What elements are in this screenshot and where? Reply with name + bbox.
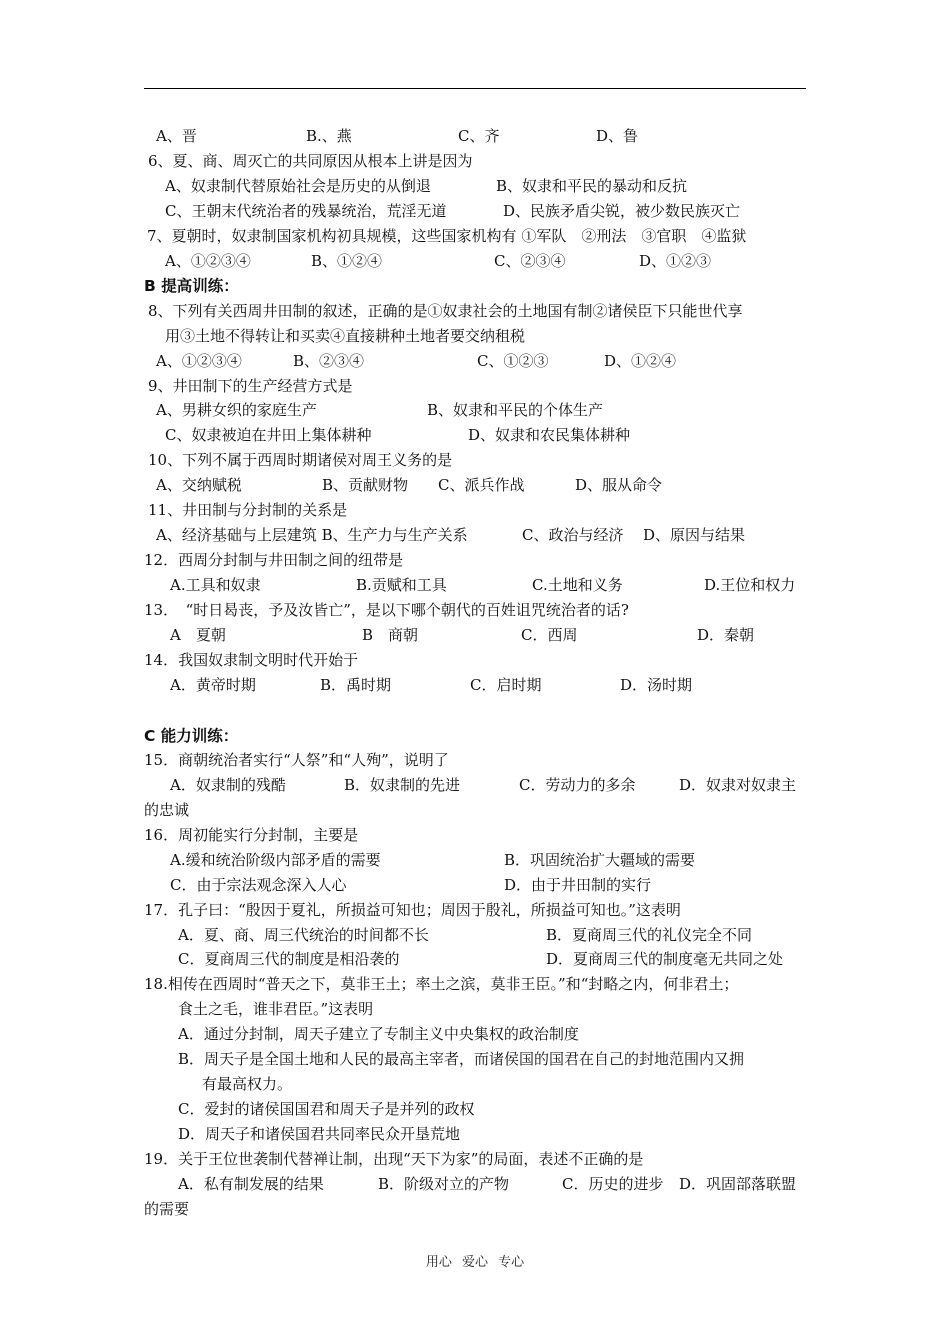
answer-option: A 夏朝 <box>170 626 226 644</box>
answer-option: C．启时期 <box>470 676 542 694</box>
answer-option: D．夏商周三代的制度毫无共同之处 <box>546 950 784 968</box>
answer-option: C．夏商周三代的制度是相沿袭的 <box>178 950 400 968</box>
answer-option: A．夏、商、周三代统治的时间都不长 <box>178 926 429 944</box>
answer-option: C、奴隶被迫在井田上集体耕种 <box>165 426 372 444</box>
answer-option: A、①②③④ <box>156 352 242 370</box>
text-line: 12．西周分封制与井田制之间的纽带是 <box>144 551 404 569</box>
answer-option: B.、燕 <box>306 127 352 145</box>
answer-option: C、派兵作战 <box>438 476 525 494</box>
answer-option: A.缓和统治阶级内部矛盾的需要 <box>170 851 381 869</box>
text-line: B．周天子是全国土地和人民的最高主宰者，而诸侯国的国君在自己的封地范围内又拥 <box>178 1050 745 1068</box>
answer-option: A、经济基础与上层建筑 B、生产力与生产关系 <box>156 526 468 544</box>
text-line: 19．关于王位世袭制代替禅让制，出现“天下为家”的局面，表述不正确的是 <box>144 1150 644 1168</box>
answer-option: D、①②④ <box>604 352 677 370</box>
answer-option: C、①②③ <box>477 352 549 370</box>
text-line: 食土之毛，谁非君臣。”这表明 <box>178 1000 374 1018</box>
text-line: 的需要 <box>144 1200 190 1218</box>
answer-option: D、服从命令 <box>575 476 663 494</box>
answer-option: C.土地和义务 <box>532 576 623 594</box>
text-line: 13． “时日曷丧，予及汝皆亡”，是以下哪个朝代的百姓诅咒统治者的话? <box>144 601 629 619</box>
answer-option: A．奴隶制的残酷 <box>170 776 286 794</box>
answer-option: D．由于井田制的实行 <box>504 876 652 894</box>
text-line: 16．周初能实行分封制，主要是 <box>144 826 359 844</box>
answer-option: C、王朝末代统治者的残暴统治，荒淫无道 <box>165 202 447 220</box>
answer-option: A、①②③④ <box>165 252 251 270</box>
answer-option: B．夏商周三代的礼仪完全不同 <box>546 926 753 944</box>
answer-option: C、②③④ <box>494 252 566 270</box>
text-line: C．爱封的诸侯国国君和周天子是并列的政权 <box>178 1100 475 1118</box>
answer-option: A、奴隶制代替原始社会是历史的从倒退 <box>165 177 431 195</box>
text-line: A．通过分封制，周天子建立了专制主义中央集权的政治制度 <box>178 1025 579 1043</box>
answer-option: B．巩固统治扩大疆域的需要 <box>504 851 696 869</box>
section-heading: C 能力训练： <box>144 727 239 745</box>
text-line: 有最高权力。 <box>202 1075 293 1093</box>
answer-option: D．巩固部落联盟 <box>679 1175 797 1193</box>
answer-option: B．禹时期 <box>320 676 392 694</box>
answer-option: A、交纳赋税 <box>156 476 242 494</box>
answer-option: A、晋 <box>156 127 197 145</box>
text-line: 9、井田制下的生产经营方式是 <box>148 377 353 395</box>
answer-option: B．阶级对立的产物 <box>378 1175 510 1193</box>
answer-option: D．汤时期 <box>620 676 693 694</box>
answer-option: B．奴隶制的先进 <box>344 776 461 794</box>
text-line: 的忠诚 <box>144 801 190 819</box>
answer-option: C、齐 <box>458 127 500 145</box>
text-line: 8、下列有关西周井田制的叙述，正确的是①奴隶社会的土地国有制②诸侯臣下只能世代享 <box>148 302 743 320</box>
answer-option: D．秦朝 <box>697 626 755 644</box>
answer-option: B.贡赋和工具 <box>356 576 447 594</box>
answer-option: B 商朝 <box>362 626 419 644</box>
answer-option: B、②③④ <box>293 352 365 370</box>
answer-option: C．西周 <box>521 626 578 644</box>
text-line: 7、夏朝时，奴隶制国家机构初具规模，这些国家机构有 ①军队 ②刑法 ③官职 ④监狱 <box>147 227 747 245</box>
text-line: 14．我国奴隶制文明时代开始于 <box>144 651 359 669</box>
text-line: 11、井田制与分封制的关系是 <box>148 501 348 519</box>
text-line: 用③土地不得转让和买卖④直接耕种土地者要交纳租税 <box>165 327 526 345</box>
text-line: D．周天子和诸侯国君共同率民众开垦荒地 <box>178 1125 461 1143</box>
answer-option: D、民族矛盾尖锐，被少数民族灭亡 <box>503 202 741 220</box>
answer-option: B、①②④ <box>311 252 383 270</box>
answer-option: D．奴隶对奴隶主 <box>679 776 797 794</box>
answer-option: C．历史的进步 <box>562 1175 664 1193</box>
answer-option: A.工具和奴隶 <box>170 576 261 594</box>
section-heading: B 提高训练： <box>144 277 239 295</box>
answer-option: D、奴隶和农民集体耕种 <box>468 426 631 444</box>
answer-option: D.王位和权力 <box>704 576 796 594</box>
answer-option: B、贡献财物 <box>322 476 409 494</box>
text-line: 15．商朝统治者实行“人祭”和“人殉”，说明了 <box>144 751 449 769</box>
text-line: 10、下列不属于西周时期诸侯对周王义务的是 <box>148 451 453 469</box>
header-rule <box>144 88 806 89</box>
answer-option: A．私有制发展的结果 <box>178 1175 324 1193</box>
answer-option: D、鲁 <box>596 127 639 145</box>
answer-option: A．黄帝时期 <box>170 676 256 694</box>
page-footer: 用心 爱心 专心 <box>425 1255 525 1270</box>
answer-option: C．由于宗法观念深入人心 <box>170 876 347 894</box>
text-line: 6、夏、商、周灭亡的共同原因从根本上讲是因为 <box>148 152 473 170</box>
text-line: 17．孔子曰：“殷因于夏礼，所损益可知也；周因于殷礼，所损益可知也。”这表明 <box>144 901 681 919</box>
answer-option: D、原因与结果 <box>643 526 746 544</box>
answer-option: B、奴隶和平民的暴动和反抗 <box>496 177 688 195</box>
answer-option: B、奴隶和平民的个体生产 <box>427 401 604 419</box>
text-line: 18.相传在西周时“普天之下，莫非王土；率土之滨，莫非王臣。”和“封略之内，何非君土； <box>144 975 739 993</box>
answer-option: C．劳动力的多余 <box>519 776 636 794</box>
answer-option: C、政治与经济 <box>522 526 624 544</box>
answer-option: D、①②③ <box>639 252 712 270</box>
answer-option: A、男耕女织的家庭生产 <box>156 401 317 419</box>
